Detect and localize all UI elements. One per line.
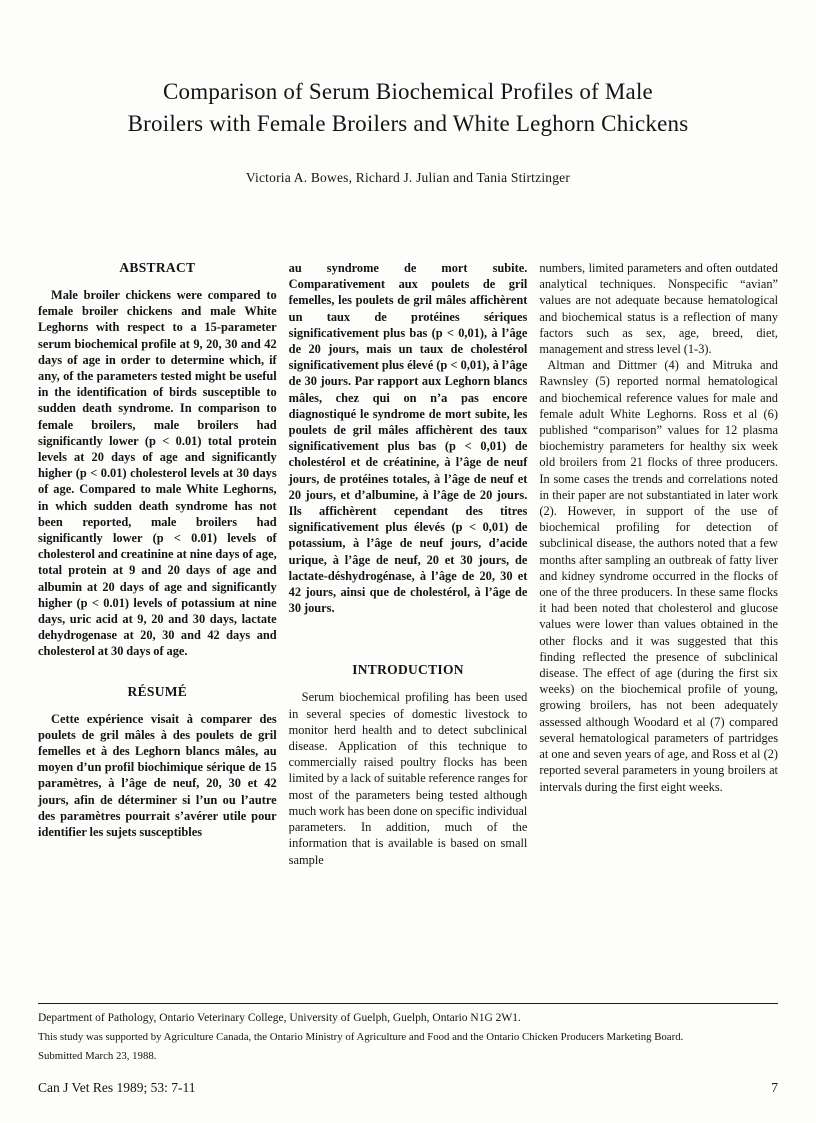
abstract-text: Male broiler chickens were compared to female broiler chickens and male White Leghorns with respect to a 15-parameter serum biochemical profile at 9, 20, 30 and 42 days of age in order to determine which, if any, of the parameters tested might be useful in the identification of birds susceptible to sudden death syndrome. In comparison to female broilers, male broilers had significantly lower (p < 0.01) total protein levels at 20 days of age and significantly higher (p < 0.01) cholesterol levels at 30 days of age. Compared to male White Leghorns, in which sudden death syndrome has not been reported, male broilers had significantly lower (p < 0.01) levels of cholesterol and creatinine at nine days of age, total protein at 9 and 20 days of age and albumin at 20 days of age and significantly higher (p < 0.01) levels of potassium at nine days, uric acid at 9, 20 and 30 days, lactate dehydrogenase at 20, 30 and 42 days and cholesterol at 30 days of age. — [38, 288, 277, 659]
introduction-text-col2: Serum biochemical profiling has been used in several species of domestic livestock to monitor herd health and to detect subclinical disease. Application of this technique to commercially raised poultry flocks has been limited by a lack of suitable reference ranges for most of the parameters being tested although much work has been done on specific individual parameters. In addition, much of the information that is available is based on small sample — [288, 690, 528, 867]
article-body — [0, 260, 816, 868]
resume-heading: RÉSUMÉ — [127, 683, 188, 699]
introduction-heading: INTRODUCTION — [352, 662, 464, 678]
article-title-line1: Comparison of Serum Biochemical Profiles of Male — [163, 79, 653, 104]
introduction-text-col3-p1: numbers, limited parameters and often outdated analytical techniques. Nonspecific “avian” values are not adequate because hematological and biochemical status is a reflection of many factors such as sex, age, breed, diet, management and stress level (1-3). — [539, 261, 779, 357]
journal-citation: Can J Vet Res 1989; 53: 7-11 — [38, 1080, 196, 1095]
footnote-divider — [38, 1003, 778, 1004]
abstract-heading: ABSTRACT — [119, 260, 196, 275]
footnote-block — [38, 1003, 778, 1068]
affiliation-note: Department of Pathology, Ontario Veterinary College, University of Guelph, Guelph, Ontario N1G 2W1. — [38, 1012, 521, 1024]
resume-text-col1: Cette expérience visait à comparer des poulets de gril mâles à des poulets de gril femelles et à des Leghorn blancs mâles, au moyen d’un profil biochimique sérique de 15 paramètres, à l’âge de neuf, 20, 30 et 42 jours, afin de déterminer si l’un ou l’autre des paramètres pourrait s’avérer utile pour identifier les sujets susceptibles — [38, 711, 277, 840]
column-2 — [289, 260, 528, 868]
page-footer — [38, 1080, 778, 1096]
page-number: 7 — [771, 1080, 778, 1095]
authors-line: Victoria A. Bowes, Richard J. Julian and Tania Stirtzinger — [245, 170, 571, 185]
introduction-text-col3-p2: Altman and Dittmer (4) and Mitruka and Rawnsley (5) reported normal hematological and biochemical reference values for male and female adult White Leghorns. Ross et al (6) published “comparison” values for 12 plasma biochemistry parameters for healthy six week old broilers from 21 flocks of three producers. In some cases the trends and correlations noted in their paper are not substantiated in later work (2). However, in support of the use of biochemical profiling for detection of subclinical disease, the authors noted that a few months after sampling an outbreak of fatty liver and kidney syndrome occurred in the flocks of one of the three producers. In these same flocks it had been noted that cholesterol and glucose values were lower than values obtained in the other flocks and it was suggested that this finding reflected the presence of subclinical disease. The effect of age (during the first six weeks) on the biochemical profile of young, growing broilers, has not been adequately assessed although Woodard et al (7) compared several hematological parameters of partridges at one and seven years of age, and Ross et al (2) reported several parameters in young broilers at intervals during the first eight weeks. — [539, 358, 779, 794]
column-1 — [38, 260, 277, 868]
column-3 — [539, 260, 778, 868]
submitted-note: Submitted March 23, 1988. — [38, 1050, 157, 1062]
article-title — [0, 0, 816, 140]
resume-text-col2: au syndrome de mort subite. Comparativement aux poulets de gril femelles, les poulets de gril mâles affichèrent un taux de protéines sériques significativement plus bas (p < 0,01), à l’âge de 20 jours, mais un taux de cholestérol significativement plus élevé (p < 0,01), à l’âge de 30 jours. Par rapport aux Leghorn blancs mâles, chez qui on n’a pas encore diagnostiqué le syndrome de mort subite, les poulets de gril mâles affichèrent des taux significativement plus bas (p < 0,01) de cholestérol et de créatinine, à l’âge de neuf jours, de protéines totales, à l’âge de neuf et 20 jours, et d’albumine, à l’âge de 20 jours. Ils affichèrent cependant des titres significativement plus élevés (p < 0,01) de potassium, à l’âge de neuf jours, d’acide urique, à l’âge de neuf, 20 et 30 jours, de lactate-déshydrogénase, à l’âge de 20, 30 et 42 jours, ainsi que de cholestérol, à l’âge de 30 jours. — [288, 261, 528, 616]
article-title-line2: Broilers with Female Broilers and White Leghorn Chickens — [127, 111, 689, 136]
support-note: This study was supported by Agriculture Canada, the Ontario Ministry of Agriculture and Food and the Ontario Chicken Producers Marketing Board. — [38, 1031, 684, 1043]
